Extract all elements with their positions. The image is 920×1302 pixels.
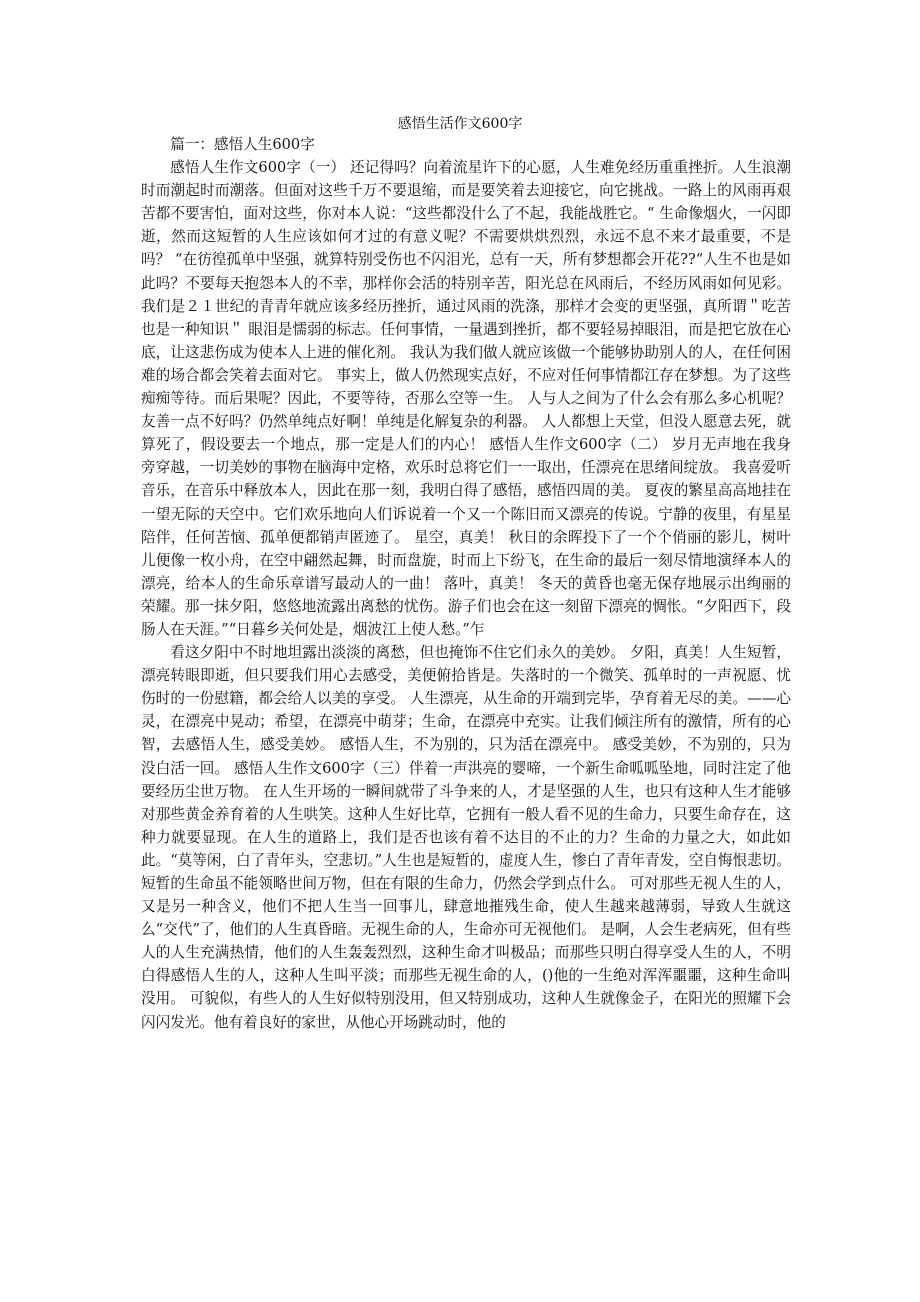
document-body bbox=[141, 133, 791, 1034]
body-paragraph-1: 感悟人生作文600字（一） 还记得吗？向着流星许下的心愿，人生难免经历重重挫折。人生浪潮时而潮起时而潮落。但面对这些千万不要退缩，而是要笑着去迎接它，向它挑战。一路上的风雨再艰苦都不要害怕，面对这些，你对本人说：“这些都没什么了不起，我能战胜它。“ 生命像烟火，一闪即逝，然而这短暂的人生应该如何才过的有意义呢？不需要烘烘烈烈，永远不息不来才最重要，不是吗？ “在彷徨孤单中坚强，就算特别受伤也不闪泪光，总有一天，所有梦想都会开花??“人生不也是如此吗？不要每天抱怨本人的不幸，那样你会活的特别辛苦，阳光总在风雨后，不经历风雨如何见彩。我们是２１世纪的青青年就应该多经历挫折，通过风雨的洗涤，那样才会变的更坚强，真所谓＂吃苦也是一种知识＂ 眼泪是懦弱的标志。任何事情，一量遇到挫折，都不要轻易掉眼泪，而是把它放在心底，让这悲伤成为使本人上进的催化剂。 我认为我们做人就应该做一个能够协助别人的人，在任何困难的场合都会笑着去面对它。 事实上，做人仍然现实点好，不应对任何事情都江存在梦想。为了这些痴痴等待。而后果呢？因此，不要等待，否那么空等一生。 人与人之间为了什么会有那么多心机呢？友善一点不好吗？仍然单纯点好啊！单纯是化解复杂的利器。 人人都想上天堂，但没人愿意去死，就算死了，假设要去一个地点，那一定是人们的内心！ 感悟人生作文600字（二） 岁月无声地在我身旁穿越，一切美妙的事物在脑海中定格，欢乐时总将它们一一取出，任漂亮在思绪间绽放。 我喜爱听音乐，在音乐中释放本人，因此在那一刻，我明白得了感悟，感悟四周的美。 夏夜的繁星高高地挂在一望无际的天空中。它们欢乐地向人们诉说着一个又一个陈旧而又漂亮的传说。宁静的夜里，有星星陪伴，任何苦恼、孤单便都销声匿迹了。 星空，真美！ 秋日的余晖投下了一个个俏丽的影儿，树叶儿便像一枚小舟，在空中翩然起舞，时而盘旋，时而上下纷飞，在生命的最后一刻尽情地演绎本人的漂亮，给本人的生命乐章谱写最动人的一曲！ 落叶，真美！ 冬天的黄昏也毫无保存地展示出绚丽的荣耀。那一抹夕阳，悠悠地流露出离愁的忧伤。游子们也会在这一刻留下漂亮的惆怅。“夕阳西下，段肠人在天涯。”“日暮乡关何处是，烟波江上使人愁。”乍 bbox=[141, 159, 791, 638]
section-heading: 篇一：感悟人生600字 bbox=[170, 136, 315, 153]
body-paragraph-2: 看这夕阳中不时地坦露出淡淡的离愁，但也掩饰不住它们永久的美妙。 夕阳，真美！人生短暂，漂亮转眼即逝，但只要我们用心去感受，美便俯拾皆是。失落时的一个微笑、孤单时的一声祝愿、忧伤时的一份慰籍，都会给人以美的享受。 人生漂亮，从生命的开端到完毕，孕育着无尽的美。——心灵，在漂亮中晃动；希望，在漂亮中萌芽；生命，在漂亮中充实。让我们倾注所有的激情，所有的心智，去感悟人生，感受美妙。 感悟人生，不为别的，只为活在漂亮中。 感受美妙，不为别的，只为没白活一回。 感悟人生作文600字（三）伴着一声洪亮的婴啼，一个新生命呱呱坠地，同时注定了他要经历尘世万物。 在人生开场的一瞬间就带了斗争来的人，才是坚强的人生，也只有这种人生才能够对那些黄金养育着的人生哄笑。这种人生好比草，它拥有一般人看不见的生命力，只要生命存在，这种力就要显现。在人生的道路上，我们是否也该有着不达目的不止的力？生命的力量之大，如此如此。“莫等闲，白了青年头，空悲切。”人生也是短暂的，虚度人生，惨白了青年青发，空自悔恨悲切。短暂的生命虽不能领略世间万物，但在有限的生命力，仍然会学到点什么。 可对那些无视人生的人，又是另一种含义，他们不把人生当一回事儿，肆意地摧残生命，使人生越来越薄弱，导致人生就这么“交代”了，他们的人生真昏暗。无视生命的人，生命亦可无视他们。 是啊，人会生老病死，但有些人的人生充满热情，他们的人生轰轰烈烈，这种生命才叫极品；而那些只明白得享受人生的人，不明白得感悟人生的人，这种人生叫平淡；而那些无视生命的人，()他的一生绝对浑浑噩噩，这种生命叫没用。 可貌似，有些人的人生好似特别没用，但又特别成功，这种人生就像金子，在阳光的照耀下会闪闪发光。他有着良好的家世，从他心开场跳动时，他的 bbox=[141, 644, 791, 1031]
document-title: 感悟生活作文600字 bbox=[397, 116, 523, 132]
